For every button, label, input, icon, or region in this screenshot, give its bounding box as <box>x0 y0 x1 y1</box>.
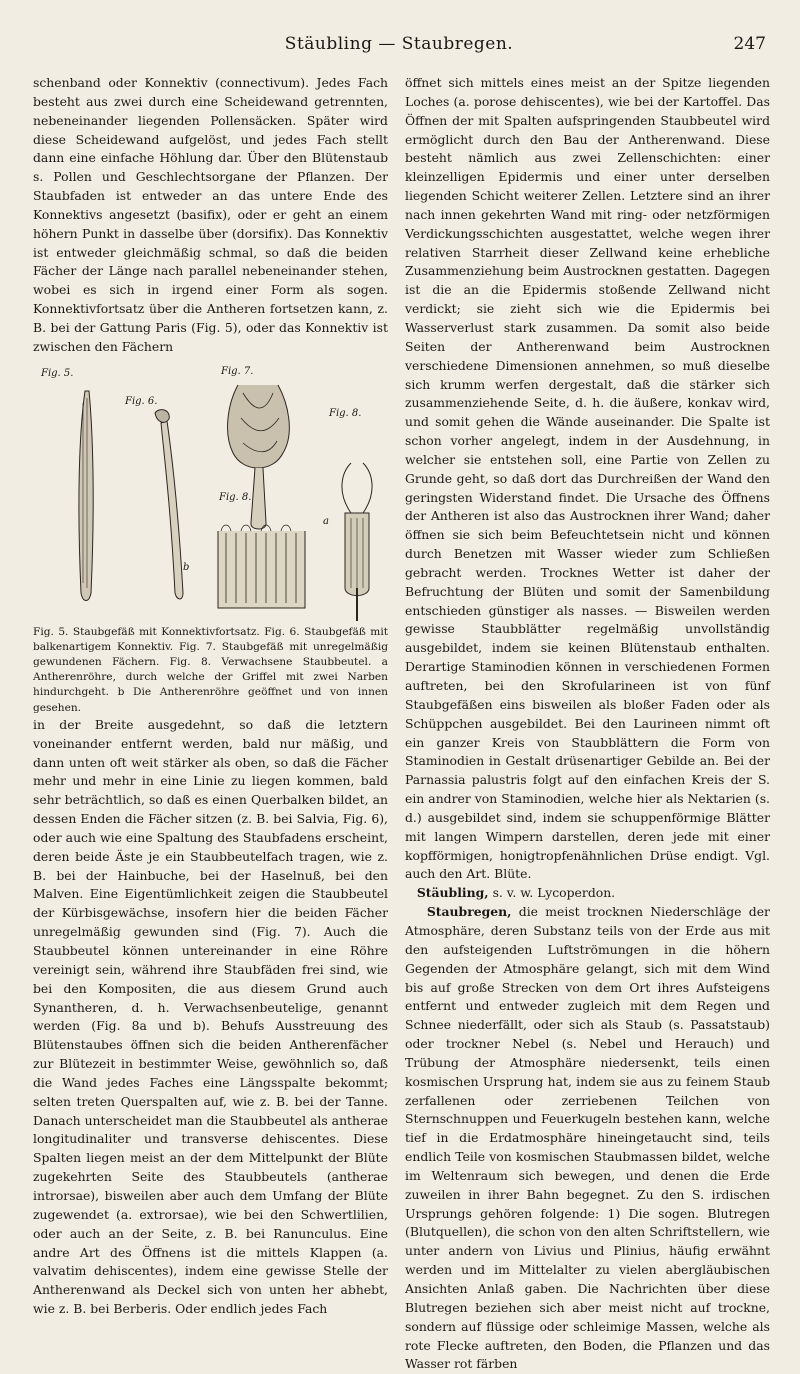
running-title: Stäubling — Staubregen. <box>284 34 514 54</box>
left-column <box>33 74 388 1319</box>
label-b: b <box>183 561 190 573</box>
page-number: 247 <box>733 34 766 54</box>
figure-caption: Fig. 5. Staubgefäß mit Konnektivfortsatz. Fig. 6. Staubgefäß mit balkenartigem Konnektiv. Fig. 7. Staubgefäß mit unregelmäßig gewundenen Fächern. Fig. 8. Verwachsene Staubbeutel. a Antherenröhre, durch welche der Griffel mit zwei Narben hindurchgeht. b Die Antherenröhre geöffnet und von innen gesehen. <box>33 625 388 714</box>
page-header <box>28 34 770 58</box>
entry-staubregen-headword: Staubregen, <box>426 904 512 920</box>
fig8-label-center: Fig. 8. <box>219 491 252 503</box>
fig8-label-right: Fig. 8. <box>329 407 362 419</box>
stamen-figures <box>33 363 388 625</box>
entry-staeubling <box>405 884 770 903</box>
right-paragraph-1: öffnet sich mittels eines meist an der Spitze liegenden Loches (a. porose dehiscentes), wie bei der Kartoffel. Das Öffnen der mit Spalten aufspringenden Staubbeutel wird ermöglicht durch den Bau der Antherenwand. Diese besteht nämlich aus zwei Zellenschichten: einer kleinzelligen Epidermis und einer unter derselben liegenden Schicht weiterer Zellen. Letztere sind an ihrer nach innen gekehrten Wand mit ring- oder netzförmigen Verdickungsschichten ausgestattet, welche wegen ihrer relativen Starrheit dieser Zellwand keine erhebliche Zusammenziehung beim Austrocknen gestatten. Dagegen ist die an die Epidermis stoßende Zellwand nicht verdickt; sie zieht sich wie die Epidermis bei Wasserverlust stark zusammen. Da somit also beide Seiten der Antherenwand beim Austrocknen verschiedene Dimensionen annehmen, so muß dieselbe sich krumm werfen dergestalt, daß die stärker sich zusammenziehende Seite, d. h. die äußere, konkav wird, und somit gehen die Wände auseinander. Die Spalte ist schon vorher angelegt, indem in der Ausdehnung, in welcher sie entstehen soll, eine Partie von Zellen zu Grunde geht, so daß dort das Durchreißen der Wand den geringsten Widerstand findet. Die Ursache des Öffnens der Antheren ist also das Austrocknen ihrer Wand; daher öffnen sie sich beim Befeuchtetsein nicht und können durch Benetzen mit Wasser wieder zum Schließen gebracht werden. Trocknes Wetter ist daher der Befruchtung der Blüten und somit der Samenbildung entschieden günstiger als nasses. — Bisweilen werden gewisse Staubblätter regelmäßig unvollständig ausgebildet, indem sie keinen Blütenstaub enthalten. Derartige Staminodien können in verschiedenen Formen auftreten, bei den Skrofularineen ist von fünf Staubgefäßen eins bisweilen als bloßer Faden oder als Schüppchen ausgebildet. Bei den Laurineen nimmt oft ein ganzer Kreis von Staubblättern die Form von Staminodien in Gestalt drüsenartiger Gebilde an. Bei der Parnassia palustris folgt auf den einfachen Kreis der S. ein andrer von Staminodien, welche hier als Nektarien (s. d.) ausgebildet sind, indem sie schuppenförmige Blätter mit langen Wimpern darstellen, deren jede mit einer kopfförmigen, honigtropfenähnlichen Drüse endigt. Vgl. auch den Art. Blüte. <box>405 75 770 882</box>
entry-staeubling-text: s. v. w. Lycoperdon. <box>492 885 616 901</box>
fig6-label: Fig. 6. <box>125 395 158 407</box>
left-paragraph-2: in der Breite ausgedehnt, so daß die letztern voneinander entfernt werden, bald nur mäßig, und dann unten oft weit stärker als oben, so daß die Fächer mehr und mehr in eine Linie zu liegen kommen, bald sehr beträchtlich, so daß es einen Querbalken bildet, an dessen Enden die Fächer sitzen (z. B. bei Salvia, Fig. 6), oder auch wie eine Spaltung des Staubfadens erscheint, deren beide Äste je ein Staubbeutelfach tragen, wie z. B. bei der Hainbuche, bei der Haselnuß, bei den Malven. Eine Eigentümlichkeit zeigen die Staubbeutel der Kürbisgewächse, insofern hier die beiden Fächer unregelmäßig gewunden sind (Fig. 7). Auch die Staubbeutel können untereinander in eine Röhre vereinigt sein, während ihre Staubfäden frei sind, wie bei den Kompositen, die aus diesem Grund auch Synantheren, d. h. Verwachsenbeutelige, genannt werden (Fig. 8a und b). Behufs Ausstreuung des Blütenstaubes öffnen sich die beiden Antherenfächer zur Blütezeit in bestimmter Weise, gewöhnlich so, daß die Wand jedes Faches eine Längsspalte bekommt; selten treten Querspalten auf, wie z. B. bei der Tanne. Danach unterscheidet man die Staubbeutel als antherae longitudinaliter und transverse dehiscentes. Diese Spalten liegen meist an der dem Mittelpunkt der Blüte zugekehrten Seite des Staubbeutels (antherae introrsae), bisweilen aber auch dem Umfang der Blüte zugewendet (a. extrorsae), wie bei den Schwertlilien, oder auch an der Seite, z. B. bei Ranunculus. Eine andre Art des Öffnens ist die mittels Klappen (a. valvatim dehiscentes), indem eine gewisse Stelle der Antherenwand als Deckel sich von unten her abhebt, wie z. B. bei Berberis. Oder endlich jedes Fach <box>33 716 388 1317</box>
entry-staubregen <box>405 903 770 1374</box>
fig5-label: Fig. 5. <box>41 367 74 379</box>
entry-staubregen-text: die meist trocknen Niederschläge der Atmosphäre, deren Substanz teils von der Erde aus mit den aufsteigenden Luftströmungen in die höhern Gegenden der Atmosphäre gelangt, sich mit dem Wind bis auf große Strecken von dem Ort ihres Aufsteigens entfernt und entweder zugleich mit dem Regen und Schnee niederfällt, oder sich als Staub (s. Passatstaub) oder trockner Nebel (s. Nebel und Herauch) und Trübung der Atmosphäre niedersenkt, teils einen kosmischen Ursprung hat, indem sie aus zu feinem Staub zerfallenen oder zerriebenen Teilchen von Sternschnuppen und Feuerkugeln bestehen kann, welche tief in die Erdatmosphäre hineingetaucht sind, teils endlich Teile von kosmischen Staubmassen bildet, welche im Weltenraum sich bewegen, und denen die Erde zuweilen in ihrer Bahn begegnet. Zu den S. irdischen Ursprungs gehören folgende: 1) Die sogen. Blutregen (Blutquellen), die schon von den alten Schriftstellern, wie unter andern von Livius und Plinius, häufig erwähnt werden und im Mittelalter zu vielen abergläubischen Ansichten Anlaß gaben. Die Nachrichten über diese Blutregen beziehen sich aber meist nicht auf trockne, sondern auf flüssige oder schleimige Massen, welche als rote Flecke auftreten, den Boden, die Pflanzen und das Wasser rot färben <box>405 904 770 1372</box>
right-column <box>405 74 770 1374</box>
entry-staeubling-headword: Stäubling, <box>416 885 489 901</box>
fig7-label: Fig. 7. <box>221 365 254 377</box>
stamen-illustration <box>33 363 388 625</box>
label-a: a <box>323 515 329 527</box>
left-paragraph-1: schenband oder Konnektiv (connectivum). Jedes Fach besteht aus zwei durch eine Scheidewand getrennten, nebeneinander liegenden Pollensäcken. Später wird diese Scheidewand aufgelöst, und jedes Fach stellt dann eine einfache Höhlung dar. Über den Blütenstaub s. Pollen und Geschlechtsorgane der Pflanzen. Der Staubfaden ist entweder an das untere Ende des Konnektivs angesetzt (basifix), oder er geht an einem höhern Punkt in dasselbe über (dorsifix). Das Konnektiv ist entweder gleichmäßig schmal, so daß die beiden Fächer der Länge nach parallel nebeneinander stehen, wobei es sich in irgend einer Form als sogen. Konnektivfortsatz über die Antheren fortsetzen kann, z. B. bei der Gattung Paris (Fig. 5), oder das Konnektiv ist zwischen den Fächern <box>33 75 388 354</box>
